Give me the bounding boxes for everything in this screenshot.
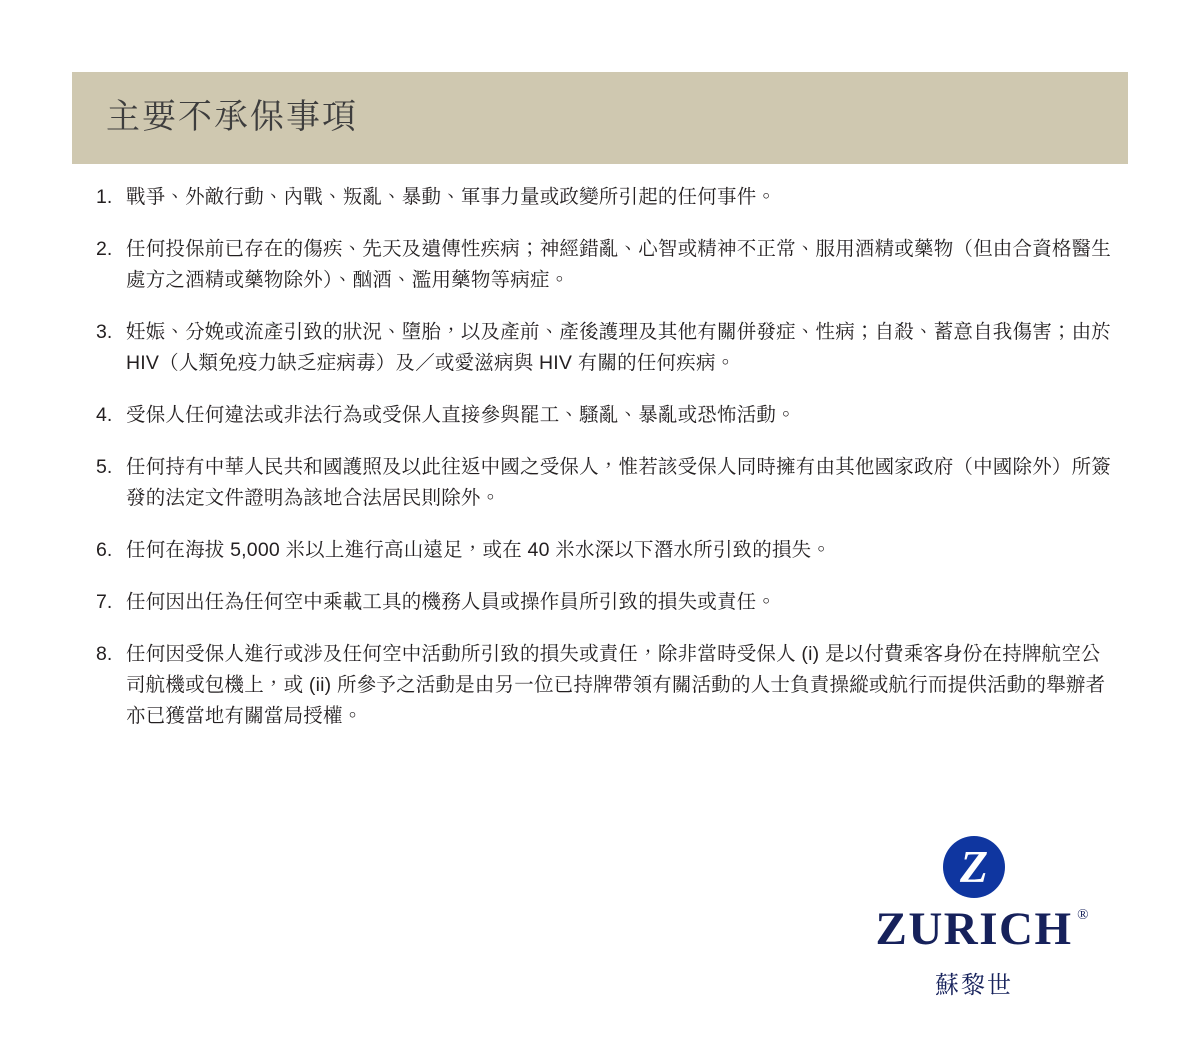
list-item-number: 5. [96, 456, 113, 478]
zurich-z-icon [943, 836, 1005, 898]
list-item-text: 任何在海拔 5,000 米以上進行高山遠足，或在 40 米水深以下潛水所引致的損失。 [126, 539, 832, 561]
list-item [96, 535, 1116, 566]
list-item-number: 4. [96, 404, 113, 426]
exclusions-list [96, 182, 1116, 753]
list-item-text: 受保人任何違法或非法行為或受保人直接參與罷工、騷亂、暴亂或恐怖活動。 [126, 404, 796, 426]
list-item [96, 317, 1116, 379]
zurich-logo [844, 836, 1104, 1000]
list-item [96, 182, 1116, 213]
zurich-wordmark-text: ZURICH [875, 903, 1073, 955]
list-item [96, 639, 1116, 732]
list-item-number: 8. [96, 643, 113, 665]
list-item-text: 任何因出任為任何空中乘載工具的機務人員或操作員所引致的損失或責任。 [126, 591, 777, 613]
list-item [96, 400, 1116, 431]
zurich-z-glyph: Z [959, 841, 989, 892]
list-item-number: 2. [96, 238, 113, 260]
page-title: 主要不承保事項 [106, 98, 358, 137]
zurich-subtitle: 蘇黎世 [935, 972, 1013, 999]
zurich-wordmark [875, 903, 1089, 955]
list-item-text: 任何持有中華人民共和國護照及以此往返中國之受保人，惟若該受保人同時擁有由其他國家政府（中國除外）所簽發的法定文件證明為該地合法居民則除外。 [126, 456, 1112, 509]
list-item [96, 234, 1116, 296]
list-item-number: 1. [96, 186, 113, 208]
list-item-text: 任何投保前已存在的傷疾、先天及遺傳性疾病；神經錯亂、心智或精神不正常、服用酒精或藥物（但由合資格醫生處方之酒精或藥物除外）、酗酒、濫用藥物等病症。 [126, 238, 1112, 291]
list-item-text: 妊娠、分娩或流產引致的狀況、墮胎，以及產前、產後護理及其他有關併發症、性病；自殺、蓄意自我傷害；由於 HIV（人類免疫力缺乏症病毒）及／或愛滋病與 HIV 有關的任何疾病。 [126, 321, 1112, 374]
list-item [96, 587, 1116, 618]
list-item-number: 7. [96, 591, 113, 613]
list-item-number: 6. [96, 539, 113, 561]
registered-trademark-icon: ® [1077, 907, 1089, 923]
page-title-band [72, 72, 1128, 164]
list-item [96, 452, 1116, 514]
list-item-number: 3. [96, 321, 113, 343]
list-item-text: 任何因受保人進行或涉及任何空中活動所引致的損失或責任，除非當時受保人 (i) 是以付費乘客身份在持牌航空公司航機或包機上，或 (ii) 所參予之活動是由另一位已持牌帶領有關活動的人士負責操縱或航行而提供活動的舉辦者亦已獲當地有關當局授權。 [126, 643, 1106, 727]
list-item-text: 戰爭、外敵行動、內戰、叛亂、暴動、軍事力量或政變所引起的任何事件。 [126, 186, 777, 208]
